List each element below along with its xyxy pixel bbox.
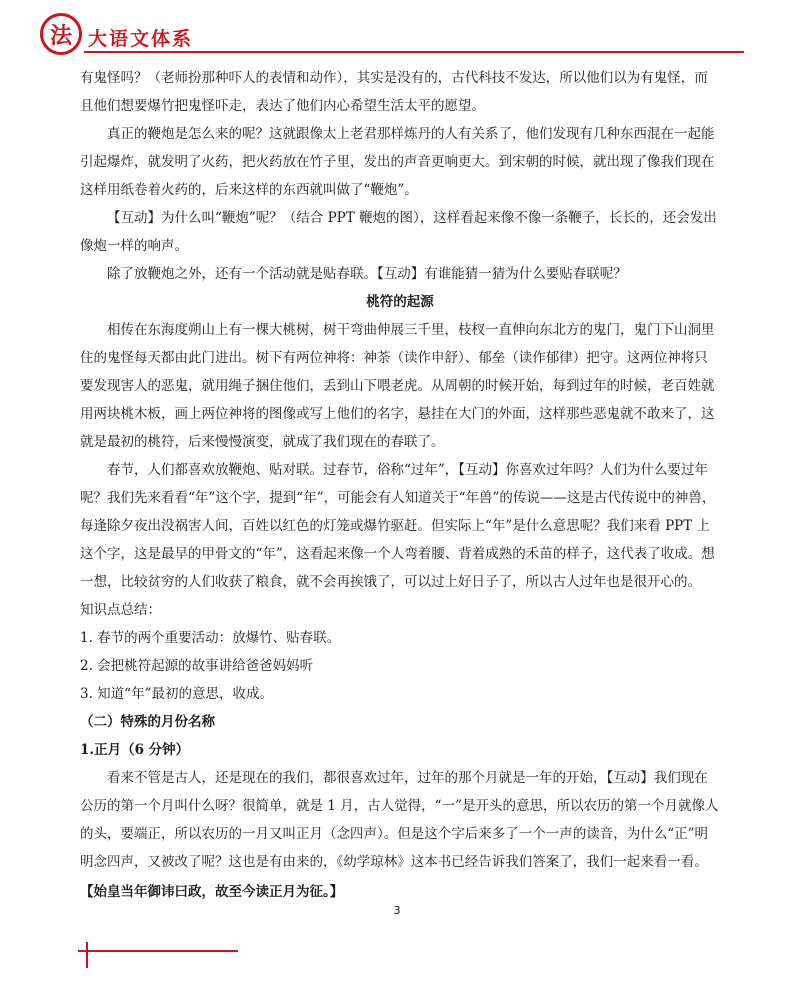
paragraph-nian-meaning: 春节，人们都喜欢放鞭炮、贴对联。过春节，俗称“过年”，【互动】你喜欢过年吗？人们为什么要过年呢？我们先来看看“年”这个字，提到“年”，可能会有人知道关于“年兽”的传说——这是古代传说中的神兽，每逢除夕夜出没祸害人间，百姓以红色的灯笼或爆竹驱赶。但实际上“年”是什么意思呢？我们来看 PPT 上这个字，这是最早的甲骨文的“年”，这看起来像一个人弯着腰、背着成熟的禾苗的样子，这代表了收成。想一想，比较贫穷的人们收获了粮食，就不会再挨饿了，可以过上好日子了，所以古人过年也是很开心的。 — [80, 462, 716, 590]
paragraph-zhengyue: 看来不管是古人，还是现在的我们，都很喜欢过年，过年的那个月就是一年的开始，【互动】我们现在公历的第一个月叫什么呀？很简单，就是 1 月，古人觉得，“一”是开头的意思，所以农历的第一个月就像人的头，要端正，所以农历的一月又叫正月（念四声）。但是这个字后来多了一个一声的读音，为什么“正”明明念四声，又被改了呢？这也是有由来的，《幼学琼林》这本书已经告诉我们答案了，我们一起来看一看。 — [80, 770, 719, 870]
quote-youxue-qionglin: 【始皇当年御讳曰政，故至今读正月为征。】 — [80, 884, 344, 900]
brand-name: 大语文体系 — [88, 28, 194, 50]
section-heading-months: （二）特殊的月份名称 — [80, 714, 215, 730]
page-header — [0, 0, 794, 62]
document-body — [80, 64, 720, 906]
summary-item-1: 1. 春节的两个重要活动：放爆竹、贴春联。 — [80, 630, 341, 646]
paragraph-interaction-bianpao: 【互动】为什么叫“鞭炮”呢？（结合 PPT 鞭炮的图），这样看起来像不像一条鞭子，长长的，还会发出像炮一样的响声。 — [80, 210, 717, 254]
paragraph-couplets: 除了放鞭炮之外，还有一个活动就是贴春联。【互动】有谁能猜一猜为什么要贴春联呢？ — [107, 266, 627, 282]
summary-title: 知识点总结： — [80, 602, 161, 618]
page-number: 3 — [393, 904, 401, 917]
section-heading-taofu: 桃符的起源 — [366, 294, 434, 310]
footer-mark — [86, 942, 88, 968]
header-rule — [84, 51, 744, 53]
subsection-heading-zhengyue: 1.正月（6 分钟） — [80, 742, 190, 758]
brand-logo-icon: 法 — [40, 13, 82, 55]
paragraph-firecracker-origin: 真正的鞭炮是怎么来的呢？这就跟像太上老君那样炼丹的人有关系了，他们发现有几种东西混在一起能引起爆炸，就发明了火药，把火药放在竹子里，发出的声音更响更大。到宋朝的时候，就出现了像我们现在这样用纸卷着火药的，后来这样的东西就叫做了“鞭炮”。 — [80, 126, 715, 198]
summary-item-3: 3. 知道“年”最初的意思，收成。 — [80, 686, 273, 702]
summary-item-2: 2. 会把桃符起源的故事讲给爸爸妈妈听 — [80, 658, 314, 674]
footer-rule — [78, 950, 238, 952]
paragraph-taofu-story: 相传在东海度朔山上有一棵大桃树，树干弯曲伸展三千里，枝杈一直伸向东北方的鬼门，鬼门下山洞里住的鬼怪每天都由此门进出。树下有两位神将：神荼（读作申舒）、郁垒（读作郁律）把守。这两位神将只要发现害人的恶鬼，就用绳子捆住他们，丢到山下喂老虎。从周朝的时候开始，每到过年的时候，老百姓就用两块桃木板，画上两位神将的图像或写上他们的名字，悬挂在大门的外面，这样那些恶鬼就不敢来了，这就是最初的桃符，后来慢慢演变，就成了我们现在的春联了。 — [80, 322, 715, 450]
paragraph-firecracker-ghost: 有鬼怪吗？（老师扮那种吓人的表情和动作），其实是没有的，古代科技不发达，所以他们以为有鬼怪，而且他们想要爆竹把鬼怪吓走，表达了他们内心希望生活太平的愿望。 — [80, 70, 708, 114]
